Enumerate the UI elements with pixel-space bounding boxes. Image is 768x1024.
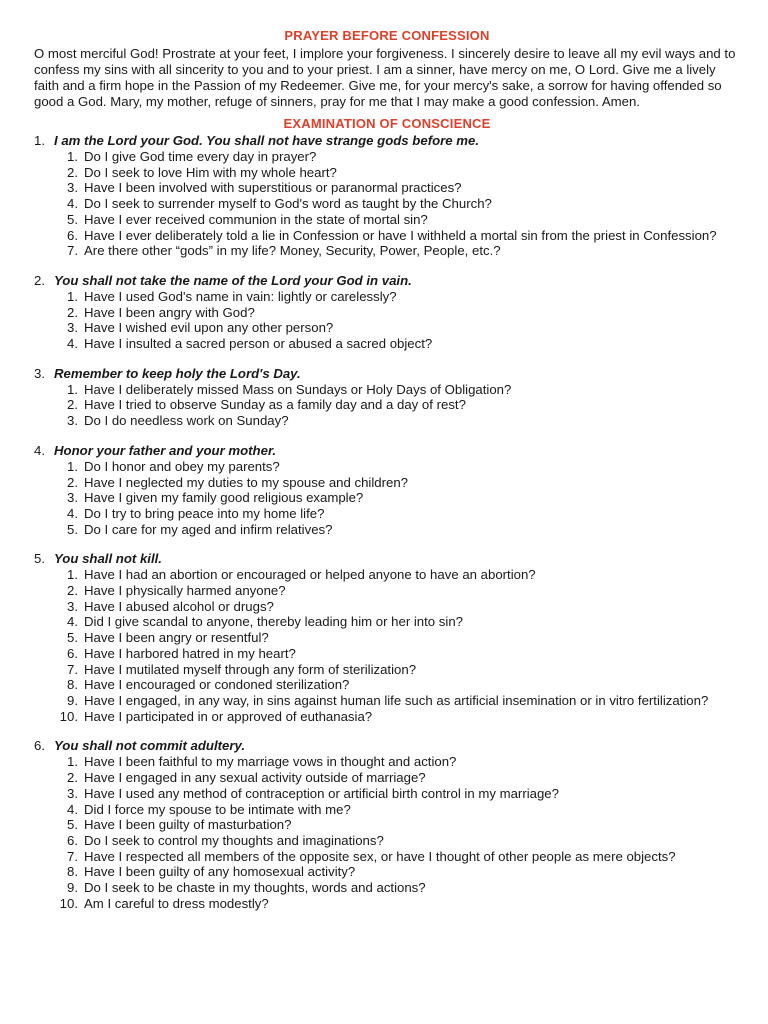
question-number: 4. — [67, 505, 78, 521]
commandments-list — [34, 133, 740, 911]
question-text: Have I insulted a sacred person or abused a sacred object? — [84, 336, 433, 352]
question-item — [54, 459, 740, 475]
question-text: Do I try to bring peace into my home life? — [84, 505, 325, 521]
commandment-title: You shall not commit adultery. — [54, 738, 245, 754]
question-list — [34, 289, 740, 352]
section-spacer — [34, 537, 740, 551]
question-list — [34, 567, 740, 724]
question-number: 2. — [67, 770, 78, 786]
question-item — [54, 382, 740, 398]
question-number: 5. — [67, 630, 78, 646]
question-text: Have I neglected my duties to my spouse and children? — [84, 474, 409, 490]
question-item — [54, 630, 740, 646]
question-number: 10. — [59, 895, 78, 911]
question-number: 8. — [67, 864, 78, 880]
section-spacer — [34, 352, 740, 366]
question-text: Have I been involved with superstitious or paranormal practices? — [84, 180, 462, 196]
question-item — [54, 786, 740, 802]
question-number: 6. — [67, 832, 78, 848]
commandment-number: 5. — [34, 551, 45, 567]
question-text: Have I abused alcohol or drugs? — [84, 598, 274, 614]
question-number: 7. — [67, 848, 78, 864]
question-text: Have I mutilated myself through any form of sterilization? — [84, 661, 417, 677]
commandment-heading — [34, 273, 740, 289]
commandment-heading — [34, 133, 740, 149]
question-text: Have I ever deliberately told a lie in Confession or have I withheld a mortal sin from the priest in Confession? — [84, 227, 717, 243]
question-number: 5. — [67, 521, 78, 537]
commandment-heading — [34, 551, 740, 567]
question-list — [34, 382, 740, 429]
question-text: Do I seek to control my thoughts and imaginations? — [84, 832, 384, 848]
question-number: 2. — [67, 583, 78, 599]
question-item — [54, 180, 740, 196]
commandment-section — [34, 551, 740, 724]
question-text: Have I encouraged or condoned sterilization? — [84, 677, 350, 693]
question-number: 5. — [67, 817, 78, 833]
question-number: 1. — [67, 381, 78, 397]
question-item — [54, 149, 740, 165]
commandment-title: You shall not take the name of the Lord your God in vain. — [54, 272, 412, 288]
question-item — [54, 709, 740, 725]
question-item — [54, 896, 740, 912]
commandment-title: I am the Lord your God. You shall not have strange gods before me. — [54, 133, 479, 148]
question-number: 1. — [67, 288, 78, 304]
question-text: Have I ever received communion in the state of mortal sin? — [84, 211, 428, 227]
question-number: 1. — [67, 567, 78, 583]
commandment-title: Honor your father and your mother. — [54, 442, 277, 458]
question-item — [54, 817, 740, 833]
question-number: 6. — [67, 227, 78, 243]
question-number: 8. — [67, 677, 78, 693]
question-number: 7. — [67, 243, 78, 259]
question-text: Have I participated in or approved of euthanasia? — [84, 708, 373, 724]
question-item — [54, 522, 740, 538]
commandment-number: 6. — [34, 738, 45, 754]
examination-title: EXAMINATION OF CONSCIENCE — [283, 116, 491, 131]
question-item — [54, 397, 740, 413]
commandment-title: You shall not kill. — [54, 551, 162, 567]
question-number: 3. — [67, 320, 78, 336]
question-text: Do I seek to be chaste in my thoughts, words and actions? — [84, 880, 426, 896]
question-text: Have I respected all members of the opposite sex, or have I thought of other people as mere objects? — [84, 848, 676, 864]
question-number: 9. — [67, 880, 78, 896]
question-text: Do I seek to surrender myself to God's word as taught by the Church? — [84, 196, 492, 212]
question-item — [54, 305, 740, 321]
question-item — [54, 289, 740, 305]
question-item — [54, 833, 740, 849]
question-item — [54, 228, 740, 244]
question-item — [54, 212, 740, 228]
question-text: Are there other “gods” in my life? Money, Security, Power, People, etc.? — [84, 243, 501, 259]
question-number: 2. — [67, 304, 78, 320]
commandment-number: 3. — [34, 365, 45, 381]
commandment-section — [34, 133, 740, 259]
question-text: Am I careful to dress modestly? — [84, 895, 269, 911]
question-item — [54, 646, 740, 662]
question-number: 3. — [67, 490, 78, 506]
question-number: 3. — [67, 785, 78, 801]
question-item — [54, 770, 740, 786]
question-text: Have I wished evil upon any other person? — [84, 320, 334, 336]
commandment-heading — [34, 738, 740, 754]
question-text: Have I used any method of contraception or artificial birth control in my marriage? — [84, 785, 559, 801]
question-item — [54, 614, 740, 630]
question-number: 7. — [67, 661, 78, 677]
prayer-text: O most merciful God! Prostrate at your feet, I implore your forgiveness. I sincerely desire to leave all my evil ways and to confess my sins with all sincerity to you and to your priest. I am a sinner, have mercy on me, O Lord. Give me a lively faith and a firm hope in the Passion of my Redeemer. Give me, for your mercy's sake, a sorrow for having offended so good a God. Mary, my mother, refuge of sinners, pray for me that I may make a good confession. Amen. — [34, 46, 736, 109]
question-item — [54, 677, 740, 693]
question-item — [54, 754, 740, 770]
question-text: Have I tried to observe Sunday as a family day and a day of rest? — [84, 397, 466, 413]
question-list — [34, 459, 740, 538]
question-text: Have I been angry with God? — [84, 304, 255, 320]
question-item — [54, 196, 740, 212]
question-text: Do I give God time every day in prayer? — [84, 149, 317, 164]
commandment-number: 4. — [34, 442, 45, 458]
question-item — [54, 802, 740, 818]
commandment-number: 1. — [34, 133, 45, 148]
question-text: Have I been guilty of any homosexual activity? — [84, 864, 356, 880]
question-text: Have I been guilty of masturbation? — [84, 817, 292, 833]
commandment-section — [34, 443, 740, 538]
question-item — [54, 165, 740, 181]
question-item — [54, 583, 740, 599]
commandment-heading — [34, 443, 740, 459]
question-number: 2. — [67, 164, 78, 180]
question-item — [54, 849, 740, 865]
commandment-heading — [34, 366, 740, 382]
question-item — [54, 336, 740, 352]
commandment-number: 2. — [34, 272, 45, 288]
question-number: 2. — [67, 474, 78, 490]
commandment-title: Remember to keep holy the Lord's Day. — [54, 365, 301, 381]
question-item — [54, 567, 740, 583]
commandment-section — [34, 273, 740, 352]
question-text: Do I honor and obey my parents? — [84, 458, 280, 474]
question-text: Have I deliberately missed Mass on Sundays or Holy Days of Obligation? — [84, 381, 512, 397]
question-number: 3. — [67, 598, 78, 614]
question-number: 5. — [67, 211, 78, 227]
question-item — [54, 693, 740, 709]
section-spacer — [34, 429, 740, 443]
section-spacer — [34, 259, 740, 273]
question-item — [54, 506, 740, 522]
commandment-section — [34, 366, 740, 429]
question-number: 9. — [67, 692, 78, 708]
question-list — [34, 149, 740, 259]
question-item — [54, 599, 740, 615]
section-spacer — [34, 724, 740, 738]
prayer-title: PRAYER BEFORE CONFESSION — [284, 28, 490, 43]
question-text: Did I give scandal to anyone, thereby leading him or her into sin? — [84, 614, 463, 630]
question-text: Do I care for my aged and infirm relatives? — [84, 521, 333, 537]
question-text: Have I used God's name in vain: lightly or carelessly? — [84, 288, 397, 304]
question-text: Have I physically harmed anyone? — [84, 583, 286, 599]
question-list — [34, 754, 740, 911]
question-text: Have I harbored hatred in my heart? — [84, 645, 296, 661]
question-text: Do I do needless work on Sunday? — [84, 413, 289, 429]
question-number: 4. — [67, 801, 78, 817]
question-item — [54, 880, 740, 896]
question-item — [54, 662, 740, 678]
question-text: Did I force my spouse to be intimate with me? — [84, 801, 351, 817]
question-text: Have I had an abortion or encouraged or helped anyone to have an abortion? — [84, 567, 536, 583]
question-number: 10. — [59, 708, 78, 724]
question-text: Have I engaged, in any way, in sins against human life such as artificial insemination or in vitro fertilization? — [84, 692, 709, 708]
question-item — [54, 320, 740, 336]
question-number: 4. — [67, 614, 78, 630]
question-number: 3. — [67, 180, 78, 196]
question-number: 3. — [67, 413, 78, 429]
question-number: 6. — [67, 645, 78, 661]
question-text: Do I seek to love Him with my whole heart? — [84, 164, 337, 180]
question-text: Have I been angry or resentful? — [84, 630, 269, 646]
question-item — [54, 413, 740, 429]
question-number: 1. — [67, 754, 78, 770]
question-text: Have I been faithful to my marriage vows in thought and action? — [84, 754, 457, 770]
question-item — [54, 864, 740, 880]
question-item — [54, 243, 740, 259]
question-item — [54, 475, 740, 491]
question-text: Have I engaged in any sexual activity outside of marriage? — [84, 770, 426, 786]
question-number: 2. — [67, 397, 78, 413]
question-item — [54, 490, 740, 506]
question-number: 4. — [67, 196, 78, 212]
question-number: 4. — [67, 336, 78, 352]
question-text: Have I given my family good religious example? — [84, 490, 364, 506]
question-number: 1. — [67, 458, 78, 474]
question-number: 1. — [67, 149, 78, 164]
commandment-section — [34, 738, 740, 911]
